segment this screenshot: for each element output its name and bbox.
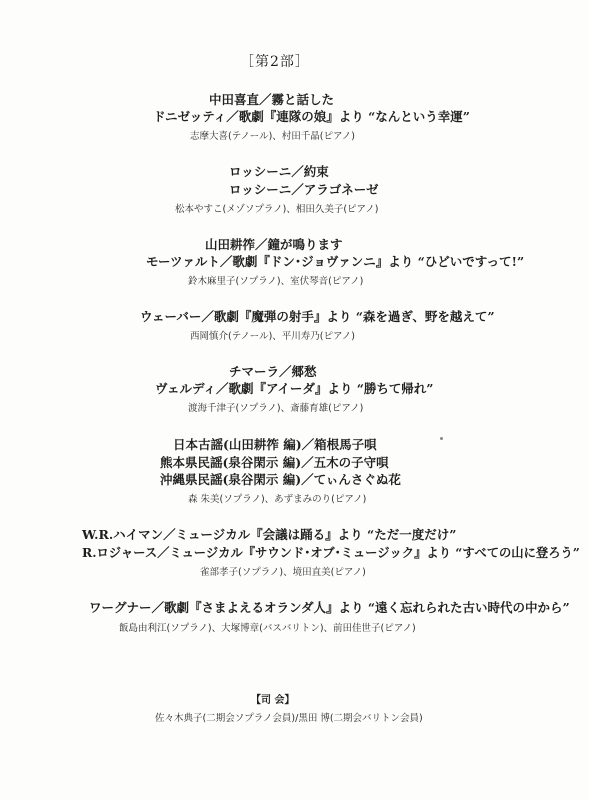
- piece-title: ワーグナー／歌劇『さまよえるオランダ人』より “遠く忘れられた古い時代の中から”: [89, 600, 570, 615]
- piece-title: ウェーバー／歌劇『魔弾の射手』より “森を過ぎ、野を越えて”: [140, 309, 495, 324]
- performers: 飯島由利江(ソプラノ)、大塚博章(バスバリトン)、前田佳世子(ピアノ): [119, 623, 416, 634]
- performers: 志摩大喜(テノール)、村田千晶(ピアノ): [190, 131, 355, 142]
- section-heading: ［第2部］: [240, 54, 310, 70]
- emcee-names: 佐々木典子(二期会ソプラノ会員)/黒田 博(二期会バリトン会員): [155, 713, 423, 724]
- piece-title: 熊本県民謡(泉谷閑示 編)／五木の子守唄: [160, 455, 389, 470]
- piece-title: ヴェルディ／歌劇『アイーダ』より “勝ちて帰れ”: [155, 381, 434, 396]
- scan-speck: [440, 437, 443, 440]
- piece-title: R.ロジャース／ミュージカル『サウンド･オブ･ミュージック』より “すべての山に登ろう”: [82, 545, 580, 560]
- piece-title: チマーラ／郷愁: [229, 364, 317, 379]
- piece-title: 山田耕筰／鐘が鳴ります: [205, 237, 343, 252]
- emcee-heading: 【司 会】: [251, 695, 295, 706]
- piece-title: 日本古謡(山田耕筰 編)／箱根馬子唄: [173, 437, 377, 452]
- piece-title: モーツァルト／歌劇『ドン･ジョヴァンニ』より “ひどいですって!”: [146, 254, 525, 269]
- piece-title: ロッシーニ／約束: [229, 164, 329, 179]
- performers: 鈴木麻里子(ソプラノ)、室伏琴音(ピアノ): [188, 276, 364, 287]
- piece-title: 沖縄県民謡(泉谷閑示 編)／てぃんさぐぬ花: [160, 472, 401, 487]
- performers: 雀部孝子(ソプラノ)、境田直美(ピアノ): [200, 567, 366, 578]
- performers: 西岡慎介(テノール)、平川寿乃(ピアノ): [190, 331, 355, 342]
- piece-title: ロッシーニ／アラゴネーゼ: [229, 182, 379, 197]
- performers: 渡海千津子(ソプラノ)、斎藤育雄(ピアノ): [188, 403, 364, 414]
- piece-title: ドニゼッティ／歌劇『連隊の娘』より “なんという幸運”: [153, 109, 470, 124]
- piece-title: W.R.ハイマン／ミュージカル『会議は踊る』より “ただ一度だけ”: [82, 527, 457, 542]
- performers: 松本やすこ(メゾソプラノ)、相田久美子(ピアノ): [175, 204, 379, 215]
- piece-title: 中田喜直／霧と話した: [209, 92, 335, 107]
- performers: 森 朱美(ソプラノ)、あずまみのり(ピアノ): [188, 494, 367, 505]
